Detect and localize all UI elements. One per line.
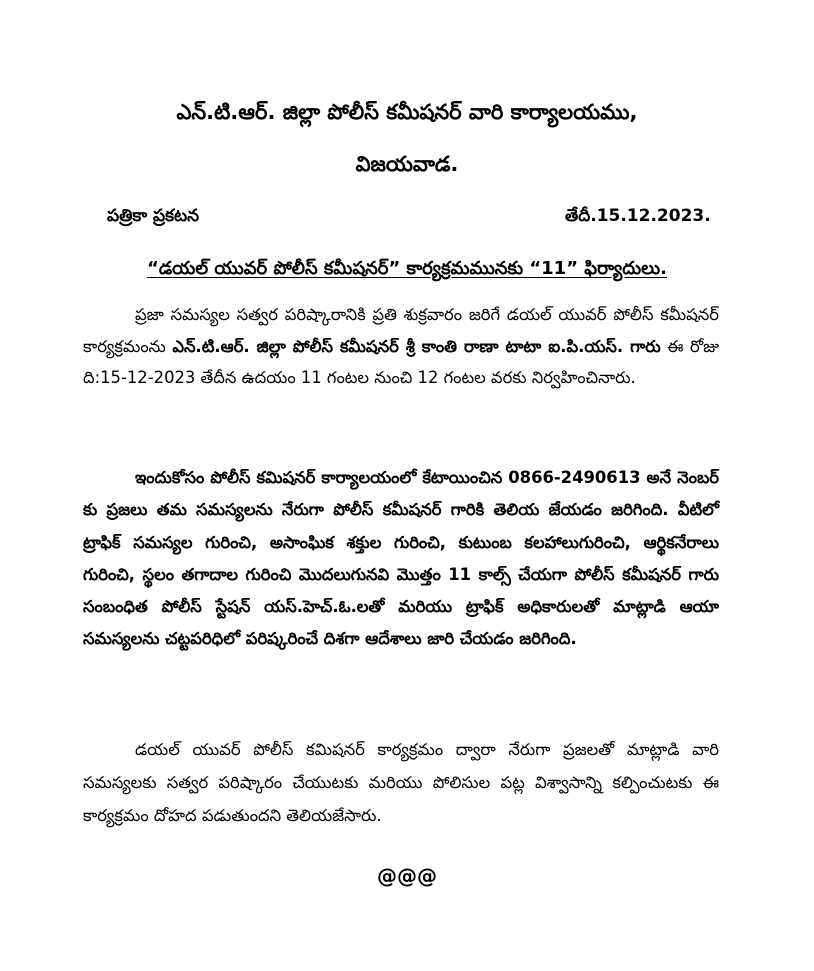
paragraph-1-text-b: ఈ రోజు ది:15-12-2023 తేదీన ఉదయం 11 గంటల నుంచి 12 గంటల వరకు నిర్వహించినారు.	[83, 336, 719, 387]
office-title-line2: విజయవాడ.	[355, 152, 459, 176]
office-title-line1: ఎన్.టి.ఆర్. జిల్లా పోలీస్ కమీషనర్ వారి కార్యాలయము,	[176, 100, 638, 124]
paragraph-3	[83, 733, 719, 832]
document-type: పత్రికా ప్రకటన	[107, 206, 200, 226]
paragraph-1-commissioner-name: ఎన్.టి.ఆర్. జిల్లా పోలీస్ కమీషనర్ శ్రీ కాంతి రాణా టాటా ఐ.పి.యస్. గారు	[172, 336, 661, 356]
paragraph-2	[83, 462, 719, 656]
end-mark: @@@	[377, 864, 437, 888]
subject-text: “డయల్ యువర్ పోలీస్ కమీషనర్” కార్యక్రమమునకు “11” ఫిర్యాదులు.	[147, 258, 667, 279]
document-date: తేదీ.15.12.2023.	[565, 206, 711, 226]
paragraph-1-text-a: ప్రజా సమస్యల సత్వర పరిష్కారానికి ప్రతి శుక్రవారం జరిగే డయల్ యువర్ పోలీస్ కమీషనర్ కార్యక్రమంను	[83, 305, 719, 356]
subject-line	[0, 255, 814, 283]
paragraph-1	[83, 299, 719, 394]
paragraph-2-text: ఇందుకోసం పోలీస్ కమిషనర్ కార్యాలయంలో కేటాయించిన 0866-2490613 అనే నెంబర్ కు ప్రజలు తమ సమస్యలను నేరుగా పోలీస్ కమీషనర్ గారికి తెలియ జేయడం జరిగింది. వీటిలో ట్రాఫిక్ సమస్యల గురించి, అసాంఘిక శక్తుల గురించి, కుటుంబ కలహాలుగురించి, ఆర్థికనేరాలు గురించి, స్థలం తగాదాల గురించి మొదలుగునవి మొత్తం 11 కాల్స్ చేయగా పోలీస్ కమీషనర్ గారు సంబంధిత పోలీస్ స్టేషన్ యస్.హెచ్.ఓ.లతో మరియు ట్రాఫిక్ అధికారులతో మాట్లాడి ఆయా సమస్యలను చట్టపరిధిలో పరిష్కరించే దిశగా ఆదేశాలు జారి చేయడం జరిగింది.	[83, 468, 719, 649]
paragraph-3-text: డయల్ యువర్ పోలీస్ కమిషనర్ కార్యక్రమం ద్వారా నేరుగా ప్రజలతో మాట్లాడి వారి సమస్యలకు సత్వర పరిష్కారం చేయుటకు మరియు పోలిసుల పట్ల విశ్వాసాన్ని కల్పించుటకు ఈ కార్యక్రమం దోహద పడుతుందని తెలియజేసారు.	[83, 740, 719, 825]
